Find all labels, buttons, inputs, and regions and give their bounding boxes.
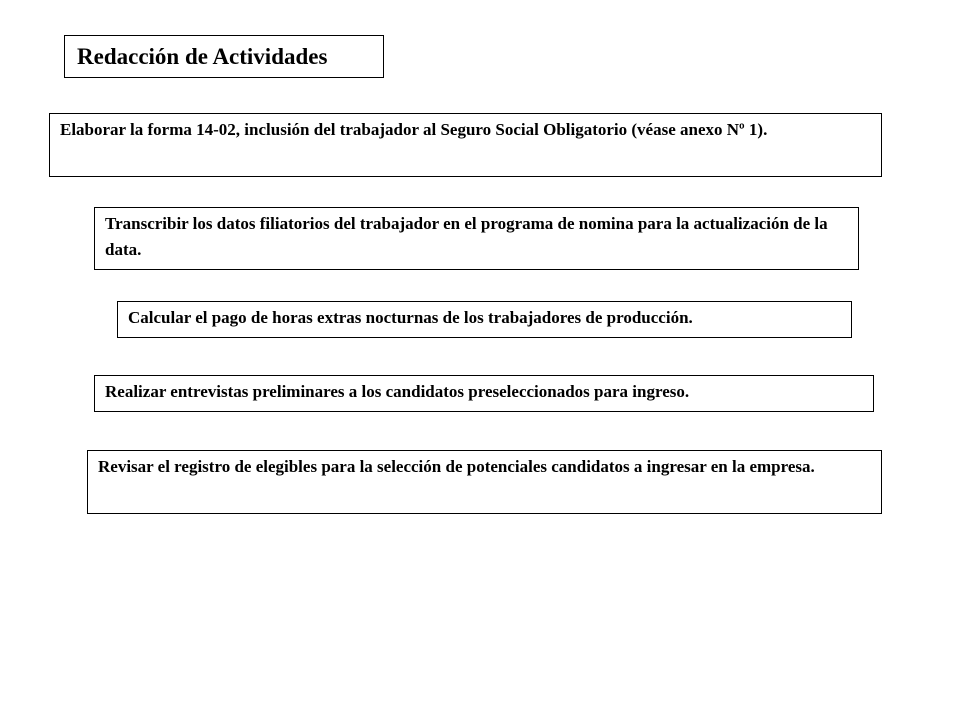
activity-box-1: Elaborar la forma 14-02, inclusión del trabajador al Seguro Social Obligatorio (véase anexo Nº 1). — [49, 113, 882, 177]
activity-box-2: Transcribir los datos filiatorios del trabajador en el programa de nomina para la actualización de la data. — [94, 207, 859, 270]
activity-box-4: Realizar entrevistas preliminares a los candidatos preseleccionados para ingreso. — [94, 375, 874, 412]
activity-box-3: Calcular el pago de horas extras nocturnas de los trabajadores de producción. — [117, 301, 852, 338]
page-title: Redacción de Actividades — [64, 35, 384, 78]
activity-box-5: Revisar el registro de elegibles para la selección de potenciales candidatos a ingresar en la empresa. — [87, 450, 882, 514]
